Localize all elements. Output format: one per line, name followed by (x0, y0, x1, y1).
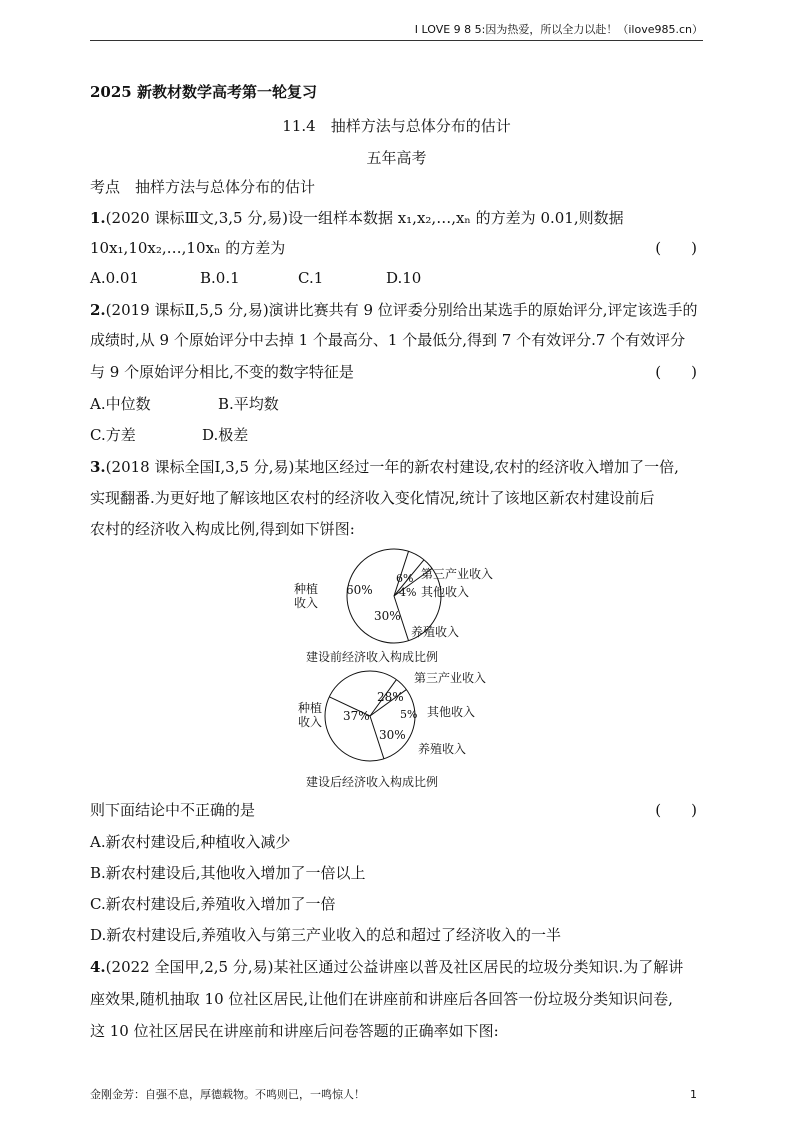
q4-text1: (2022 全国甲,2,5 分,易)某社区通过公益讲座以普及社区居民的垃圾分类知识.为了解讲 (105, 958, 684, 976)
subtitle: 五年高考 (366, 149, 427, 167)
q3-line1 (90, 457, 703, 477)
pie-after-planting-value: 37% (343, 709, 370, 723)
pie-charts-figure (286, 546, 506, 796)
q1-option-b: B.0.1 (200, 269, 240, 287)
q3-option-c: C.新农村建设后,养殖收入增加了一倍 (90, 895, 336, 913)
q2-number: 2. (90, 301, 106, 319)
pie-before-planting-label-2: 收入 (294, 596, 319, 610)
q3-text1: (2018 课标全国Ⅰ,3,5 分,易)某地区经过一年的新农村建设,农村的经济收入增加了一倍, (105, 458, 679, 476)
q1-text2: 10x₁,10x₂,…,10xₙ 的方差为 (90, 239, 286, 257)
q1-text1: (2020 课标Ⅲ文,3,5 分,易)设一组样本数据 x₁,x₂,…,xₙ 的方差为 0.01,则数据 (105, 209, 624, 227)
q1-answer-paren: ( ) (655, 239, 697, 257)
q2-line3 (90, 362, 703, 382)
q3-question-text: 则下面结论中不正确的是 (90, 801, 256, 819)
q2-option-c: C.方差 (90, 426, 136, 444)
pie-before-planting-value: 60% (346, 583, 373, 597)
q3-question (90, 800, 703, 820)
q1-option-c: C.1 (298, 269, 324, 287)
pie-before-tertiary-value: 6% (396, 572, 414, 585)
pie-after-other-label: 其他收入 (427, 705, 476, 719)
q2-option-b: B.平均数 (218, 395, 279, 413)
pie-after-planting-label-2: 收入 (298, 715, 323, 729)
pie-after-title: 建设后经济收入构成比例 (306, 775, 439, 789)
q3-answer-paren: ( ) (655, 801, 697, 819)
q3-option-d: D.新农村建设后,养殖收入与第三产业收入的总和超过了经济收入的一半 (90, 926, 562, 944)
q3-line3: 农村的经济收入构成比例,得到如下饼图: (90, 520, 355, 538)
q3-number: 3. (90, 458, 106, 476)
q1-line2 (90, 238, 703, 258)
pie-after-tertiary-label: 第三产业收入 (414, 671, 487, 685)
q2-line1 (90, 300, 703, 320)
page-number: 1 (690, 1088, 697, 1101)
q2-text1: (2019 课标Ⅱ,5,5 分,易)演讲比赛共有 9 位评委分别给出某选手的原始评分,评定该选手的 (105, 301, 698, 319)
pie-before-breeding-value: 30% (374, 609, 401, 623)
q2-answer-paren: ( ) (655, 363, 697, 381)
q3-option-b: B.新农村建设后,其他收入增加了一倍以上 (90, 864, 366, 882)
pie-before-planting-label-1: 种植 (294, 582, 319, 596)
q1-option-a: A.0.01 (90, 269, 139, 287)
page-header: I LOVE 9 8 5:因为热爱，所以全力以赴！（ilove985.cn） (90, 20, 703, 41)
q4-number: 4. (90, 958, 106, 976)
q1-option-d: D.10 (386, 269, 422, 287)
pie-before-title: 建设前经济收入构成比例 (306, 650, 439, 664)
pie-after-tertiary-value: 28% (377, 690, 404, 704)
pie-after (298, 670, 486, 789)
pie-before-other-label: 其他收入 (421, 585, 470, 599)
q4-line2: 座效果,随机抽取 10 位社区居民,让他们在讲座前和讲座后各回答一份垃圾分类知识问卷, (90, 990, 673, 1008)
q2-option-d: D.极差 (202, 426, 249, 444)
pie-charts-svg (286, 546, 506, 796)
pie-after-other-value: 5% (400, 708, 418, 721)
pie-before-tertiary-label: 第三产业收入 (421, 567, 494, 581)
pie-after-breeding-label: 养殖收入 (418, 742, 467, 756)
q3-option-a: A.新农村建设后,种植收入减少 (90, 833, 291, 851)
q2-text3: 与 9 个原始评分相比,不变的数字特征是 (90, 363, 354, 381)
pie-after-breeding-value: 30% (379, 728, 406, 742)
pie-before-breeding-label: 养殖收入 (411, 625, 460, 639)
q1-line1 (90, 208, 703, 228)
kaodian-heading: 考点 抽样方法与总体分布的估计 (90, 178, 316, 196)
footer-motto: 金刚金芳：自强不息，厚德载物。不鸣则已，一鸣惊人！ (90, 1088, 365, 1101)
doc-title: 2025 新教材数学高考第一轮复习 (90, 83, 317, 101)
q1-number: 1. (90, 209, 106, 227)
q2-option-a: A.中位数 (90, 395, 151, 413)
pie-after-planting-label-1: 种植 (298, 701, 323, 715)
q2-line2: 成绩时,从 9 个原始评分中去掉 1 个最高分、1 个最低分,得到 7 个有效评分.7 个有效评分 (90, 331, 686, 349)
q4-line1 (90, 957, 703, 977)
section-title: 11.4 抽样方法与总体分布的估计 (282, 117, 511, 135)
pie-before (294, 549, 493, 664)
q4-line3: 这 10 位社区居民在讲座前和讲座后问卷答题的正确率如下图: (90, 1022, 499, 1040)
pie-before-other-value: 4% (399, 586, 417, 599)
page-footer (90, 1086, 703, 1104)
q3-line2: 实现翻番.为更好地了解该地区农村的经济收入变化情况,统计了该地区新农村建设前后 (90, 489, 655, 507)
